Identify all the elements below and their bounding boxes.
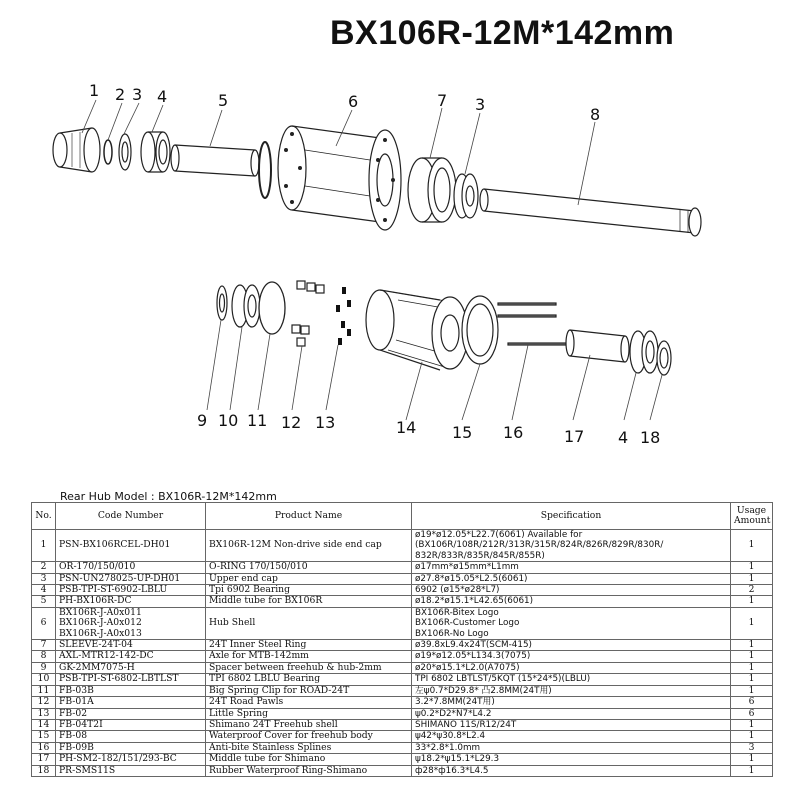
cell-usage: 1 <box>731 596 773 607</box>
cell-product-line: Big Spring Clip for ROAD-24T <box>209 685 350 696</box>
page-title: BX106R-12M*142mm <box>330 14 675 52</box>
cell-code <box>56 685 206 696</box>
cell-no: 12 <box>32 697 56 708</box>
cell-code <box>56 765 206 776</box>
callout-bottom-17: 17 <box>564 427 585 446</box>
cell-spec-line: 832R/833R/835R/845R/855R) <box>415 550 545 561</box>
cell-spec-line: ø20*ø15.1*L2.0(A7075) <box>415 662 520 673</box>
cell-product <box>206 697 412 708</box>
part-6-hub-shell <box>259 126 401 230</box>
cell-product <box>206 573 412 584</box>
cell-code <box>56 640 206 651</box>
cell-code-line: BX106R-J-A0x011 <box>59 607 142 618</box>
cell-spec-line: TPI 6802 LBTLST/5KQT (15*24*5)(LBLU) <box>415 674 591 685</box>
cell-product <box>206 607 412 639</box>
cell-product-line: Waterproof Cover for freehub body <box>209 730 373 742</box>
cell-product-line: TPI 6802 LBLU Bearing <box>209 673 321 685</box>
cell-code <box>56 573 206 584</box>
cell-product-line: O-RING 170/150/010 <box>209 561 308 573</box>
callout-bottom-12: 12 <box>281 413 302 432</box>
cell-usage: 1 <box>731 685 773 696</box>
cell-product <box>206 662 412 673</box>
part-9-spacer <box>217 286 227 320</box>
cell-product <box>206 731 412 742</box>
table-row <box>32 708 773 719</box>
cell-spec-line: ø19*ø12.05*L22.7(6061) Available for <box>415 530 583 540</box>
cell-product-line: Rubber Waterproof Ring-Shimano <box>209 765 368 776</box>
cell-spec <box>412 651 731 662</box>
cell-code-line: PSN-UN278025-UP-DH01 <box>59 573 181 584</box>
cell-product <box>206 685 412 696</box>
cell-product <box>206 562 412 573</box>
exploded-hub-diagram <box>0 60 800 490</box>
cell-no: 10 <box>32 674 56 685</box>
cell-usage: 1 <box>731 562 773 573</box>
cell-product <box>206 585 412 596</box>
cell-no: 16 <box>32 742 56 753</box>
cell-product <box>206 765 412 776</box>
table-row <box>32 573 773 584</box>
cell-spec-line: BX106R-Bitex Logo <box>415 607 499 618</box>
cell-code-line: BX106R-J-A0x012 <box>59 617 142 629</box>
cell-usage: 3 <box>731 742 773 753</box>
callout-top-3: 3 <box>132 85 143 104</box>
cell-usage: 1 <box>731 662 773 673</box>
part-3-upper-cap <box>119 134 131 170</box>
header-no: No. <box>32 503 56 530</box>
cell-spec-line: SHIMANO 11S/R12/24T <box>415 719 517 730</box>
cell-code-line: SLEEVE-24T-04 <box>59 639 133 651</box>
cell-spec-line: ф28*ф16.3*L4.5 <box>415 765 489 776</box>
cell-code-line: FB-04T2I <box>59 719 103 730</box>
cell-spec-line: ø17mm*ø15mm*L1mm <box>415 562 519 573</box>
cell-product-line: Upper end cap <box>209 573 278 584</box>
cell-usage: 1 <box>731 754 773 765</box>
callout-bottom-14: 14 <box>396 418 417 437</box>
cell-product-line: 24T Road Pawls <box>209 696 284 708</box>
cell-code-line: PR-SMS11S <box>59 765 116 776</box>
header-product: Product Name <box>206 503 412 530</box>
cell-code <box>56 674 206 685</box>
cell-spec <box>412 731 731 742</box>
cell-code-line: FB-09B <box>59 742 94 753</box>
cell-usage: 1 <box>731 765 773 776</box>
cell-product-line: BX106R-12M Non-drive side end cap <box>209 539 382 551</box>
cell-spec-line: ø19*ø12.05*L134.3(7075) <box>415 651 531 662</box>
part-13-springs <box>336 287 351 345</box>
callout-top-8: 8 <box>590 105 601 124</box>
cell-code <box>56 585 206 596</box>
cell-no: 7 <box>32 640 56 651</box>
cell-spec-line: 左ψ0.7*D29.8* 凸2.8MM(24T用) <box>415 685 552 696</box>
cell-product-line: Middle tube for BX106R <box>209 595 323 607</box>
part-11-spring-clip <box>259 282 285 334</box>
cell-product <box>206 742 412 753</box>
cell-code-line: OR-170/150/010 <box>59 561 136 573</box>
cell-code-line: PSB-TPI-ST-6802-LBTLST <box>59 673 179 685</box>
cell-usage: 1 <box>731 640 773 651</box>
part-18-rubber-ring <box>657 341 671 375</box>
cell-spec-line: ψ42*ψ30.8*L2.4 <box>415 731 486 742</box>
cell-code-line: PH-SM2-182/151/293-BC <box>59 753 177 765</box>
header-code: Code Number <box>56 503 206 530</box>
cell-spec-line: BX106R-No Logo <box>415 628 489 639</box>
table-row <box>32 719 773 730</box>
table-row <box>32 674 773 685</box>
cell-code-line: FB-01A <box>59 696 94 708</box>
cell-code <box>56 662 206 673</box>
cell-code <box>56 742 206 753</box>
cell-code-line: FB-02 <box>59 708 88 719</box>
cell-product-line: Little Spring <box>209 708 269 719</box>
cell-product <box>206 530 412 562</box>
cell-spec <box>412 530 731 562</box>
callout-top-1: 1 <box>89 81 100 100</box>
cell-product-line: 24T Inner Steel Ring <box>209 639 307 651</box>
callout-top-7: 7 <box>437 91 448 110</box>
part-4-bearing <box>141 132 170 172</box>
callout-top-2: 2 <box>115 85 126 104</box>
cell-product <box>206 754 412 765</box>
cell-no: 9 <box>32 662 56 673</box>
part-12-pawls <box>292 281 324 346</box>
cell-code <box>56 562 206 573</box>
cell-spec <box>412 685 731 696</box>
table-caption: Rear Hub Model : BX106R-12M*142mm <box>60 490 277 503</box>
cell-spec <box>412 765 731 776</box>
cell-product-line: Tpi 6902 Bearing <box>209 584 290 596</box>
part-1-end-cap <box>53 128 100 172</box>
cell-spec <box>412 585 731 596</box>
cell-spec <box>412 708 731 719</box>
callout-top-6: 6 <box>348 92 359 111</box>
cell-no: 1 <box>32 530 56 562</box>
cell-spec <box>412 719 731 730</box>
part-8-axle <box>480 189 701 236</box>
table-row <box>32 662 773 673</box>
cell-code <box>56 719 206 730</box>
cell-no: 6 <box>32 607 56 639</box>
cell-product-line: Shimano 24T Freehub shell <box>209 719 338 730</box>
table-row <box>32 640 773 651</box>
part-3-upper-cap-2 <box>454 174 478 218</box>
cell-no: 14 <box>32 719 56 730</box>
cell-code <box>56 530 206 562</box>
header-spec: Specification <box>412 503 731 530</box>
part-5-middle-tube <box>171 145 259 176</box>
cell-usage: 1 <box>731 719 773 730</box>
cell-spec <box>412 640 731 651</box>
callout-top-4: 4 <box>157 87 168 106</box>
table-row <box>32 697 773 708</box>
cell-usage: 2 <box>731 585 773 596</box>
cell-code <box>56 708 206 719</box>
table-row <box>32 562 773 573</box>
parts-table-body <box>32 530 773 777</box>
table-row <box>32 731 773 742</box>
cell-no: 11 <box>32 685 56 696</box>
table-row <box>32 765 773 776</box>
cell-no: 18 <box>32 765 56 776</box>
cell-product <box>206 708 412 719</box>
cell-product <box>206 719 412 730</box>
parts-table <box>31 502 773 777</box>
cell-usage: 1 <box>731 731 773 742</box>
cell-product-line: Axle for MTB-142mm <box>209 650 309 662</box>
cell-product-line: Spacer between freehub & hub-2mm <box>209 662 382 673</box>
cell-spec-line: ø18.2*ø15.1*L42.65(6061) <box>415 596 534 607</box>
cell-usage: 1 <box>731 674 773 685</box>
cell-code <box>56 731 206 742</box>
cell-code <box>56 651 206 662</box>
cell-code-line: AXL-MTR12-142-DC <box>59 650 154 662</box>
cell-no: 4 <box>32 585 56 596</box>
cell-no: 5 <box>32 596 56 607</box>
cell-code-line: PSN-BX106RCEL-DH01 <box>59 539 171 551</box>
table-row <box>32 742 773 753</box>
part-2-o-ring <box>104 140 112 164</box>
callout-bottom-13: 13 <box>315 413 336 432</box>
table-row <box>32 607 773 639</box>
cell-no: 15 <box>32 731 56 742</box>
cell-code-line: FB-03B <box>59 685 94 696</box>
cell-no: 2 <box>32 562 56 573</box>
callout-bottom-10: 10 <box>218 411 239 430</box>
callout-bottom-18: 18 <box>640 428 661 447</box>
cell-product <box>206 651 412 662</box>
part-15-waterproof-cover <box>462 296 498 364</box>
cell-code-line: GK-2MM7075-H <box>59 662 135 673</box>
cell-spec <box>412 697 731 708</box>
cell-code-line: PH-BX106R-DC <box>59 595 132 607</box>
table-row <box>32 530 773 562</box>
cell-product <box>206 674 412 685</box>
cell-code <box>56 754 206 765</box>
header-usage: Usage Amount <box>731 503 773 530</box>
cell-spec <box>412 662 731 673</box>
cell-usage: 6 <box>731 697 773 708</box>
cell-no: 13 <box>32 708 56 719</box>
cell-code <box>56 607 206 639</box>
cell-code <box>56 596 206 607</box>
callout-bottom-4: 4 <box>618 428 629 447</box>
part-17-middle-tube <box>566 330 629 362</box>
cell-spec-line: ψ0.2*D2*N7*L4.2 <box>415 708 492 719</box>
cell-spec <box>412 674 731 685</box>
cell-spec-line: ψ18.2*ψ15.1*L29.3 <box>415 754 500 765</box>
callout-bottom-11: 11 <box>247 411 268 430</box>
callout-bottom-9: 9 <box>197 411 208 430</box>
cell-usage: 1 <box>731 530 773 562</box>
table-row <box>32 754 773 765</box>
cell-spec-line: (BX106R/108R/212R/313R/315R/824R/826R/829R/830R/ <box>415 540 664 551</box>
cell-no: 17 <box>32 754 56 765</box>
callout-top-5: 5 <box>218 91 229 110</box>
callout-top-3b: 3 <box>475 95 486 114</box>
cell-product-line: Hub Shell <box>209 617 256 629</box>
cell-no: 3 <box>32 573 56 584</box>
cell-product <box>206 596 412 607</box>
cell-usage: 1 <box>731 651 773 662</box>
part-4-bearing-2 <box>630 331 658 373</box>
table-row <box>32 651 773 662</box>
part-14-freehub <box>366 290 468 370</box>
table-row <box>32 685 773 696</box>
cell-code-line: FB-08 <box>59 730 88 742</box>
cell-spec <box>412 562 731 573</box>
table-row <box>32 585 773 596</box>
cell-usage: 1 <box>731 607 773 639</box>
cell-spec <box>412 742 731 753</box>
cell-usage: 1 <box>731 573 773 584</box>
callout-bottom-16: 16 <box>503 423 524 442</box>
cell-spec-line: 6902 (ø15*ø28*L7) <box>415 585 500 596</box>
cell-spec <box>412 754 731 765</box>
cell-no: 8 <box>32 651 56 662</box>
part-10-bearing <box>232 285 260 327</box>
cell-spec-line: ø27.8*ø15.05*L2.5(6061) <box>415 573 528 584</box>
part-16-splines <box>498 303 566 345</box>
cell-product-line: Anti-bite Stainless Splines <box>209 742 332 753</box>
cell-product <box>206 640 412 651</box>
cell-code-line: BX106R-J-A0x013 <box>59 627 142 639</box>
cell-spec-line: ø39.8xL9.4x24T(SCM-415) <box>415 640 532 651</box>
part-7-steel-ring <box>408 158 456 222</box>
callout-bottom-15: 15 <box>452 423 473 442</box>
cell-product-line: Middle tube for Shimano <box>209 753 326 765</box>
table-row <box>32 596 773 607</box>
cell-usage: 6 <box>731 708 773 719</box>
cell-spec <box>412 607 731 639</box>
cell-code <box>56 697 206 708</box>
cell-spec <box>412 596 731 607</box>
cell-spec <box>412 573 731 584</box>
cell-code-line: PSB-TPI-ST-6902-LBLU <box>59 584 168 596</box>
cell-spec-line: 3.2*7.8MM(24T用) <box>415 697 495 708</box>
cell-spec-line: BX106R-Customer Logo <box>415 618 520 629</box>
cell-spec-line: 33*2.8*1.0mm <box>415 742 481 753</box>
